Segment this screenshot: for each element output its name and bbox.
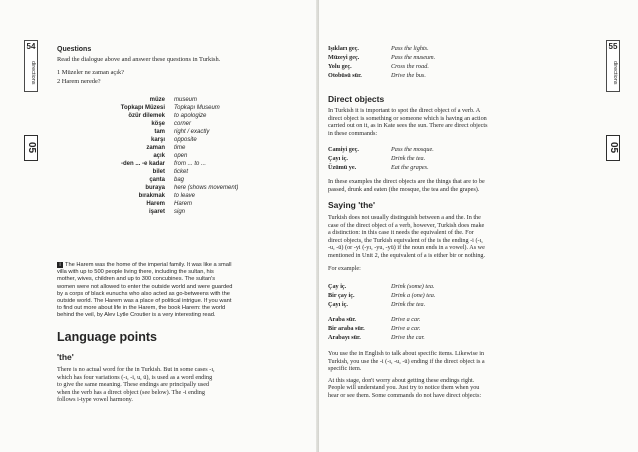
text-line: At this stage, don't worry about getting these endings right.	[328, 376, 475, 384]
example-turkish: Çay iç.	[328, 283, 347, 290]
vocab-turkish: tam	[154, 129, 165, 135]
vocab-english: here (shows movement)	[174, 185, 239, 191]
vocab-turkish: karşı	[150, 137, 165, 143]
example-english: Drink the tea.	[391, 155, 426, 162]
harem-info-box	[57, 262, 295, 320]
vocab-turkish: özür dilemek	[128, 113, 165, 119]
page-number: 55	[608, 42, 618, 51]
example-english: Drive the car.	[391, 334, 425, 341]
direct-objects-paragraph	[328, 107, 590, 137]
text-line: follows i-type vowel harmony.	[57, 396, 133, 404]
example-english: Pass the museum.	[391, 54, 436, 61]
example-english: Drive a car.	[391, 325, 421, 332]
vocab-english: ticket	[174, 169, 189, 175]
vocab-english: to apologize	[174, 113, 207, 119]
example-turkish: Üzümü ye.	[328, 164, 357, 171]
example-turkish: Otobüsü sür.	[328, 72, 362, 79]
vocab-turkish: çanta	[149, 177, 165, 183]
text-line: Turkish does not usually distinguish between a and the. In the	[328, 214, 481, 221]
info-line: i The Harem was the home of the imperial family. It was like a small	[57, 262, 295, 269]
vocab-english: opposite	[174, 137, 197, 143]
the-paragraph	[57, 366, 297, 404]
text-line: hear or see them. Some commands do not have direct objects:	[328, 391, 482, 399]
example-turkish: Araba sür.	[328, 316, 356, 323]
closing-paragraph	[328, 350, 590, 400]
info-line: behind the veil, by Alev Lytle Croutier is a very interesting read.	[57, 312, 216, 319]
text-line: which has four variations (-ı, -i, u, ü), is used as a word ending	[57, 373, 213, 381]
vocab-turkish: açık	[153, 153, 165, 159]
questions-heading: Questions	[57, 46, 92, 53]
question-item: 2 Harem nerede?	[57, 78, 101, 85]
text-line: carried out on it, as in Kate sees the sun. There are direct objects	[328, 122, 488, 130]
vocab-turkish: Harem	[146, 201, 165, 207]
vocab-turkish: işaret	[148, 209, 165, 215]
example-turkish: Arabayı sür.	[328, 334, 361, 341]
section-tab-label: directions	[612, 61, 618, 85]
vocab-turkish: köşe	[151, 121, 165, 127]
example-english: Drive a car.	[391, 316, 421, 323]
example-turkish: Müzeyi geç.	[328, 54, 360, 61]
commands-note	[328, 178, 590, 193]
direct-objects-heading: Direct objects	[328, 94, 385, 104]
info-line: villa with up to 500 people living there, including the sultan, his	[57, 269, 214, 276]
vocab-english: museum	[174, 97, 198, 103]
text-line: direct object is something or someone which is having an action	[328, 114, 487, 122]
vocab-english: from ... to ...	[174, 161, 207, 167]
text-line: You use the in English to talk about specific items. Likewise in	[328, 350, 485, 357]
example-turkish: Çayı iç.	[328, 301, 348, 308]
unit-number-tab: 05	[24, 135, 38, 161]
vocab-turkish: bilet	[152, 169, 165, 175]
example-english: Drink (some) tea.	[391, 283, 435, 290]
vocab-english: Harem	[174, 201, 193, 207]
example-english: Drink the tea.	[391, 301, 426, 308]
question-item: 1 Müzeler ne zaman açık?	[57, 69, 125, 76]
vocab-english: open	[174, 153, 188, 159]
text-line: a distinction: in this case it needs the equivalent of the. For	[328, 229, 474, 237]
text-line: to give the same meaning. These endings are principally used	[57, 381, 210, 389]
vocab-english: bag	[174, 177, 185, 183]
example-english: Eat the grapes.	[391, 164, 429, 171]
text-line: specific item.	[328, 365, 362, 373]
for-example-label: For example:	[328, 265, 361, 272]
info-line: women were not allowed to enter the outside world and were guarded	[57, 283, 233, 290]
text-line: mentioned in Unit 2, the equivalent of a is either bir or nothing.	[328, 251, 486, 259]
saying-the-paragraph	[328, 214, 590, 260]
info-line: outside world. The Harem was a place of political intrigue. If you want	[57, 298, 232, 305]
page-number: 54	[26, 42, 36, 51]
vocab-turkish: -den ... -e kadar	[120, 161, 165, 167]
the-heading: 'the'	[57, 352, 74, 362]
vocab-turkish: zaman	[146, 145, 165, 151]
questions-instruction: Read the dialogue above and answer these questions in Turkish.	[57, 56, 221, 63]
page-tab-left	[24, 40, 38, 92]
example-english: Drink a (one) tea.	[391, 292, 436, 299]
vocab-english: Topkapı Museum	[174, 105, 220, 111]
example-turkish: Işıkları geç.	[328, 45, 359, 52]
info-line: mother, wives, children and up to 300 concubines. The sultan's	[57, 276, 216, 283]
vocab-english: corner	[174, 121, 192, 127]
info-icon: i	[57, 262, 63, 268]
example-english: Pass the mosque.	[391, 146, 434, 153]
vocab-english: to leave	[174, 193, 196, 199]
vocab-turkish: bırakmak	[138, 193, 165, 199]
info-line: by a corps of black eunuchs who also acted as go-betweens with the	[57, 290, 230, 297]
vocab-turkish: müze	[149, 97, 165, 103]
vocab-english: right / exactly	[174, 129, 210, 135]
vocab-english: time	[174, 145, 186, 151]
example-turkish: Bir araba sür.	[328, 325, 365, 332]
example-english: Pass the lights.	[391, 45, 429, 52]
example-turkish: Yolu geç.	[328, 63, 352, 70]
example-turkish: Çayı iç.	[328, 155, 348, 162]
example-turkish: Bir çay iç.	[328, 292, 355, 299]
section-tab-label: directions	[30, 61, 36, 85]
unit-number-tab: 05	[606, 135, 620, 161]
text-line: Turkish, you use the -i (-ı, -u, -ü) ending if the direct object is a	[328, 357, 485, 365]
text-line: in these commands:	[328, 129, 378, 137]
text-line: In Turkish it is important to spot the direct object of a verb. A	[328, 107, 481, 114]
page-tab-right	[606, 40, 620, 92]
text-line: In these examples the direct objects are the things that are to be	[328, 178, 485, 185]
text-line: People will understand you. Just try to notice them when you	[328, 384, 480, 392]
example-english: Drive the bus.	[391, 72, 426, 79]
example-english: Cross the road.	[391, 63, 429, 70]
text-line: direct objects, the Turkish equivalent of the is the ending -i (-ı,	[328, 236, 483, 244]
vocab-turkish: buraya	[145, 185, 165, 191]
saying-the-heading: Saying 'the'	[328, 200, 376, 210]
text-line: when the verb has a direct object (see below). The -i ending	[57, 388, 205, 396]
vocab-english: sign	[174, 209, 186, 215]
right-page	[319, 0, 638, 452]
text-line: -u, -ü) (or -yi (-yı, -yu, -yü) if the noun ends in a vowel). As we	[328, 244, 485, 252]
info-line: to find out more about life in the Harem, the book Harem: the world	[57, 305, 226, 312]
text-line: passed, drunk and eaten (the mosque, the tea and the grapes).	[328, 185, 480, 193]
text-line: There is no actual word for the in Turkish. But in some cases -ı,	[57, 366, 215, 373]
vocab-turkish: Topkapı Müzesi	[120, 105, 165, 111]
example-turkish: Camiyi geç.	[328, 146, 359, 153]
text-line: case of the direct object of a verb, however, Turkish does make	[328, 221, 485, 229]
language-points-heading: Language points	[57, 330, 157, 344]
